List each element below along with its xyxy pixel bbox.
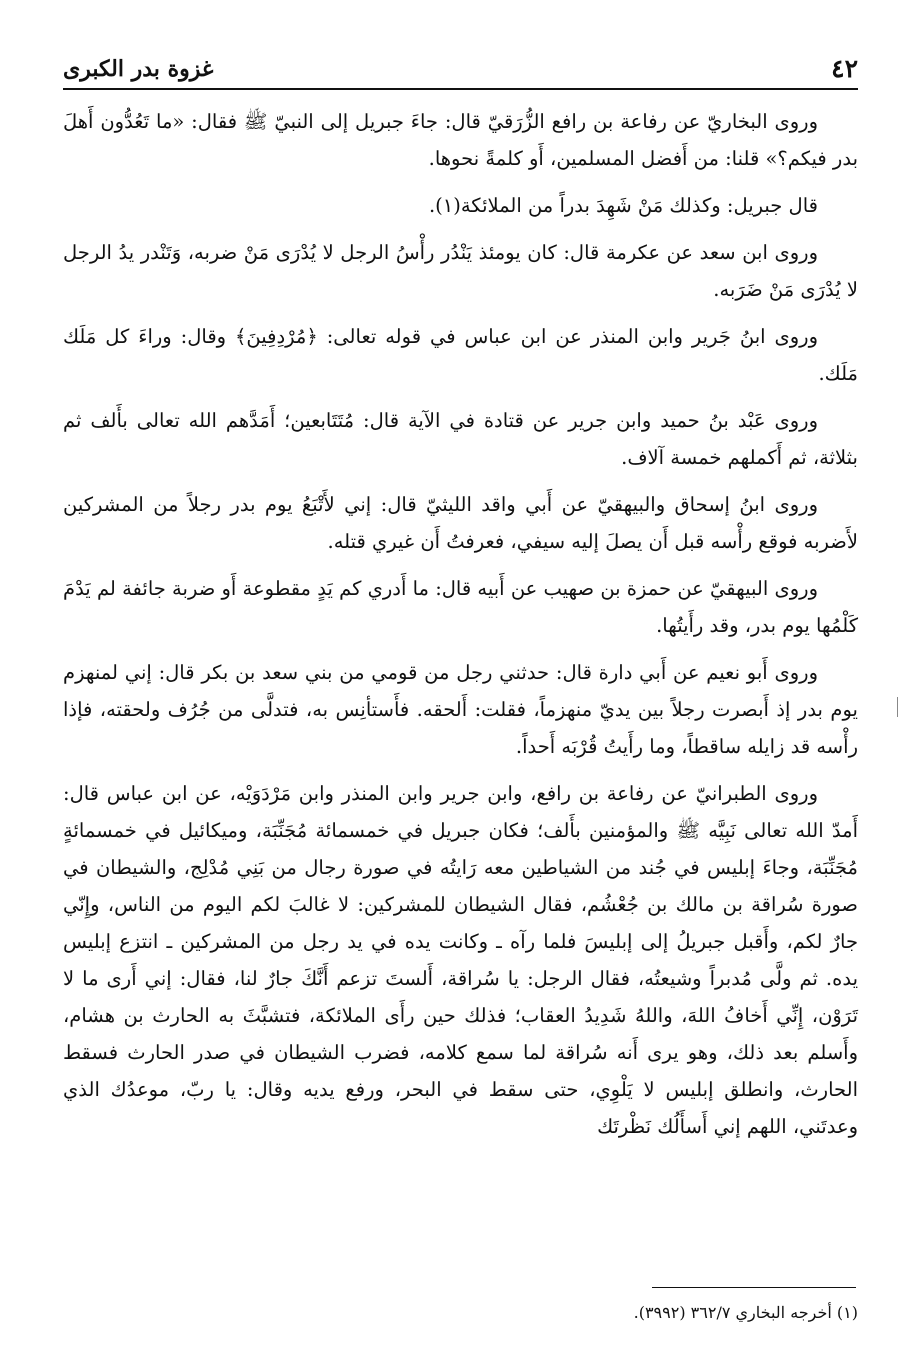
paragraph: وروى أَبو نعيم عن أَبي دارة قال: حدثني رجل من قومي من بني سعد بن بكر قال: إني لمنهزم يوم بدر إذ أَبصرت رجلاً بين يديّ منهزماً، فقلت: أَلحقه. فأَستأنِس به، فتدلَّى من جُرُف ولحقته، فإذا رأْسه قد زايله ساقطاً، وما رأَيتُ قُرْبَه أَحداً. — [63, 661, 858, 758]
footnote: (١) أخرجه البخاري ٣٦٢/٧ (٣٩٩٢). — [633, 1303, 858, 1322]
body-text — [63, 103, 858, 1145]
page-number: ٤٢ — [831, 54, 858, 83]
paragraph: وروى عَبْد بنُ حميد وابن جرير عن قتادة في الآية قال: مُتَتَابعين؛ أَمَدَّهم الله تعالى بأَلف ثم بثلاثة، ثم أَكملهم خمسة آلاف. — [63, 409, 858, 469]
paragraph: وروى الطبرانيّ عن رفاعة بن رافع، وابن جرير وابن المنذر وابن مَرْدَوَيْه، عن ابن عباس قال: أَمدّ الله تعالى نَبِيَّه ﷺ والمؤمنين بأَلف؛ فكان جبريل في خمسمائة مُجَنِّبَة، وميكائيل في خمسمائةٍ مُجَنِّبَة، وجاءَ إبليس في جُند من الشياطين معه رَايتُه في صورة رجال من بَنِي مُدْلِج، والشيطان في صورة سُراقة بن مالك بن جُعْشُم، فقال الشيطان للمشركين: لا غالبَ لكم اليوم من الناس، وإِنّي جارٌ لكم، وأَقبل جبريلُ إلى إبليسَ فلما رآه ـ وكانت يده في يد رجل من المشركين ـ انتزع إبليس يده. ثم ولَّى مُدبراً وشيعتُه، فقال الرجل: يا سُراقة، أَلستَ تزعم أَنَّكَ جارٌ لنا، فقال: إني أَرى ما لا تَرَوْن، إِنِّي أَخافُ اللهَ، واللهُ شَدِيدُ العقاب؛ فذلك حين رأَى الملائكة، فتشبَّثَ به الحارث بن هشام، وأَسلم بعد ذلك، وهو يرى أَنه سُراقة لما سمع كلامه، فضرب الشيطان في صدر الحارث فسقط الحارث، وانطلق إبليس لا يَلْوِي، حتى سقط في البحر، ورفع يديه وقال: يا ربّ، موعدُك الذي وعدتَني، اللهم إني أَسأَلُك نَظْرتَك — [63, 782, 858, 1138]
paragraph: وروى البخاريّ عن رفاعة بن رافع الزُّرَقيّ قال: جاءَ جبريل إلى النبيّ ﷺ فقال: «ما تَعُدُّون أَهلَ بدر فيكم؟» قلنا: من أَفضل المسلمين، أَو كلمةً نحوها. — [63, 110, 858, 170]
paragraph: وروى ابنُ جَرير وابن المنذر عن ابن عباس في قوله تعالى: ﴿مُرْدِفِينَ﴾ وقال: وراءَ كل مَلَك مَلَك. — [63, 325, 858, 385]
margin-mark — [897, 697, 898, 717]
paragraph: وروى ابن سعد عن عكرمة قال: كان يومئذ يَنْدُر رأْسُ الرجل لا يُدْرَى مَنْ ضربه، وَتَنْدر يدُ الرجل لا يُدْرَى مَنْ ضَرَبه. — [63, 241, 858, 301]
footnote-separator — [652, 1287, 856, 1288]
paragraph: وروى ابنُ إسحاق والبيهقيّ عن أَبي واقد الليثيّ قال: إني لأَتْبَعُ يوم بدر رجلاً من المشركين لأَضربه فوقع رأْسه قبل أَن يصلَ إليه سيفي، فعرفتُ أَن غيري قتله. — [63, 493, 858, 553]
page-header — [63, 48, 858, 90]
paragraph: قال جبريل: وكذلك مَنْ شَهِدَ بدراً من الملائكة(١). — [428, 194, 818, 217]
paragraph: وروى البيهقيّ عن حمزة بن صهيب عن أَبيه قال: ما أَدري كم يَدٍ مقطوعة أَو ضربة جائفة لم يَدْمَ كَلْمُها يوم بدر، وقد رأَيتُها. — [63, 577, 858, 637]
running-title: غزوة بدر الكبرى — [63, 56, 214, 82]
